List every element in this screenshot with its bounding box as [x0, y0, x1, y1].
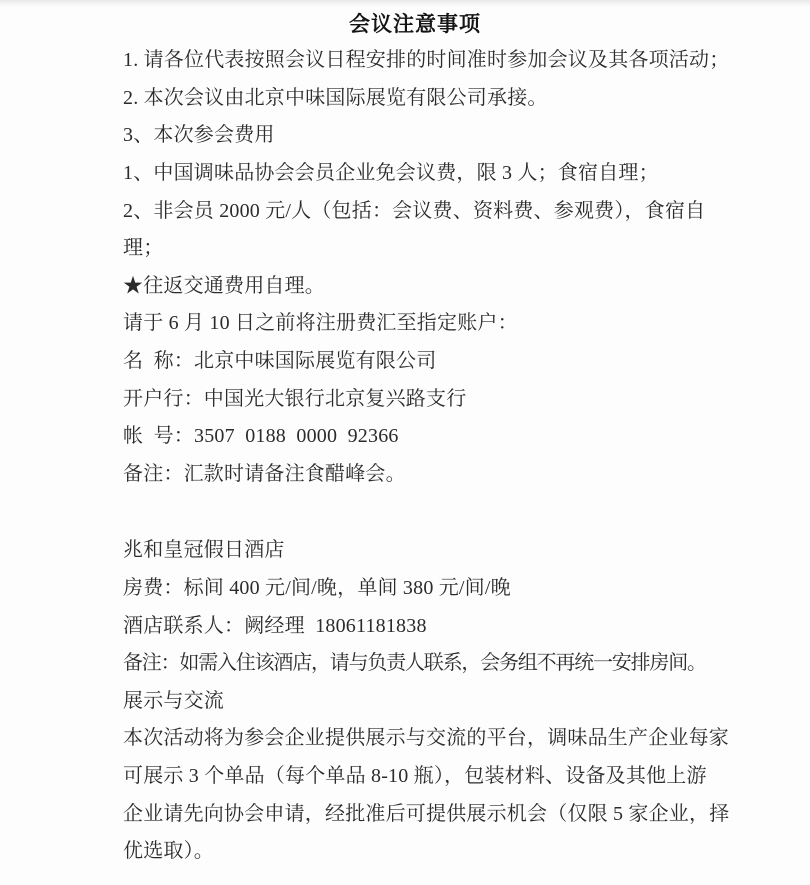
exhibition-text-line-4: 优选取）。 — [123, 840, 214, 863]
note-line-organizer: 2. 本次会议由北京中味国际展览有限公司承接。 — [123, 86, 548, 109]
exhibition-text-line-1: 本次活动将为参会企业提供展示与交流的平台，调味品生产企业每家 — [123, 727, 729, 750]
hotel-note-line: 备注：如需入住该酒店，请与负责人联系，会务组不再统一安排房间。 — [123, 652, 706, 675]
exhibition-text-line-3: 企业请先向协会申请，经批准后可提供展示机会（仅限 5 家企业，择 — [123, 802, 730, 825]
bank-account-name-line: 名 称：北京中味国际展览有限公司 — [123, 350, 437, 373]
fee-line-nonmembers: 2、非会员 2000 元/人（包括：会议费、资料费、参观费），食宿自 — [123, 199, 706, 222]
hotel-name-line: 兆和皇冠假日酒店 — [123, 539, 285, 562]
exhibition-text-line-2: 可展示 3 个单品（每个单品 8-10 瓶），包装材料、设备及其他上游 — [123, 764, 707, 787]
remittance-note-line: 备注：汇款时请备注食醋峰会。 — [123, 462, 406, 485]
fee-line-members: 1、中国调味品协会会员企业免会议费，限 3 人；食宿自理； — [123, 162, 659, 185]
room-rate-line: 房费：标间 400 元/间/晚，单间 380 元/间/晚 — [123, 577, 511, 600]
hotel-contact-line: 酒店联系人：阙经理 18061181838 — [123, 614, 427, 637]
bank-branch-line: 开户行：中国光大银行北京复兴路支行 — [123, 387, 467, 410]
bank-account-number-line: 帐 号：3507 0188 0000 92366 — [123, 425, 399, 448]
transport-note-line: ★往返交通费用自理。 — [123, 274, 325, 297]
document-content — [123, 6, 730, 867]
payment-deadline-line: 请于 6 月 10 日之前将注册费汇至指定账户： — [123, 312, 518, 335]
note-line-fees-heading: 3、本次参会费用 — [123, 124, 275, 147]
exhibition-heading-line: 展示与交流 — [123, 689, 224, 712]
paragraph-gap — [123, 490, 707, 529]
document-title: 会议注意事项 — [349, 11, 481, 36]
fee-line-wrap: 理； — [123, 237, 164, 260]
note-line-attendance: 1. 请各位代表按照会议日程安排的时间准时参加会议及其各项活动； — [123, 49, 730, 72]
